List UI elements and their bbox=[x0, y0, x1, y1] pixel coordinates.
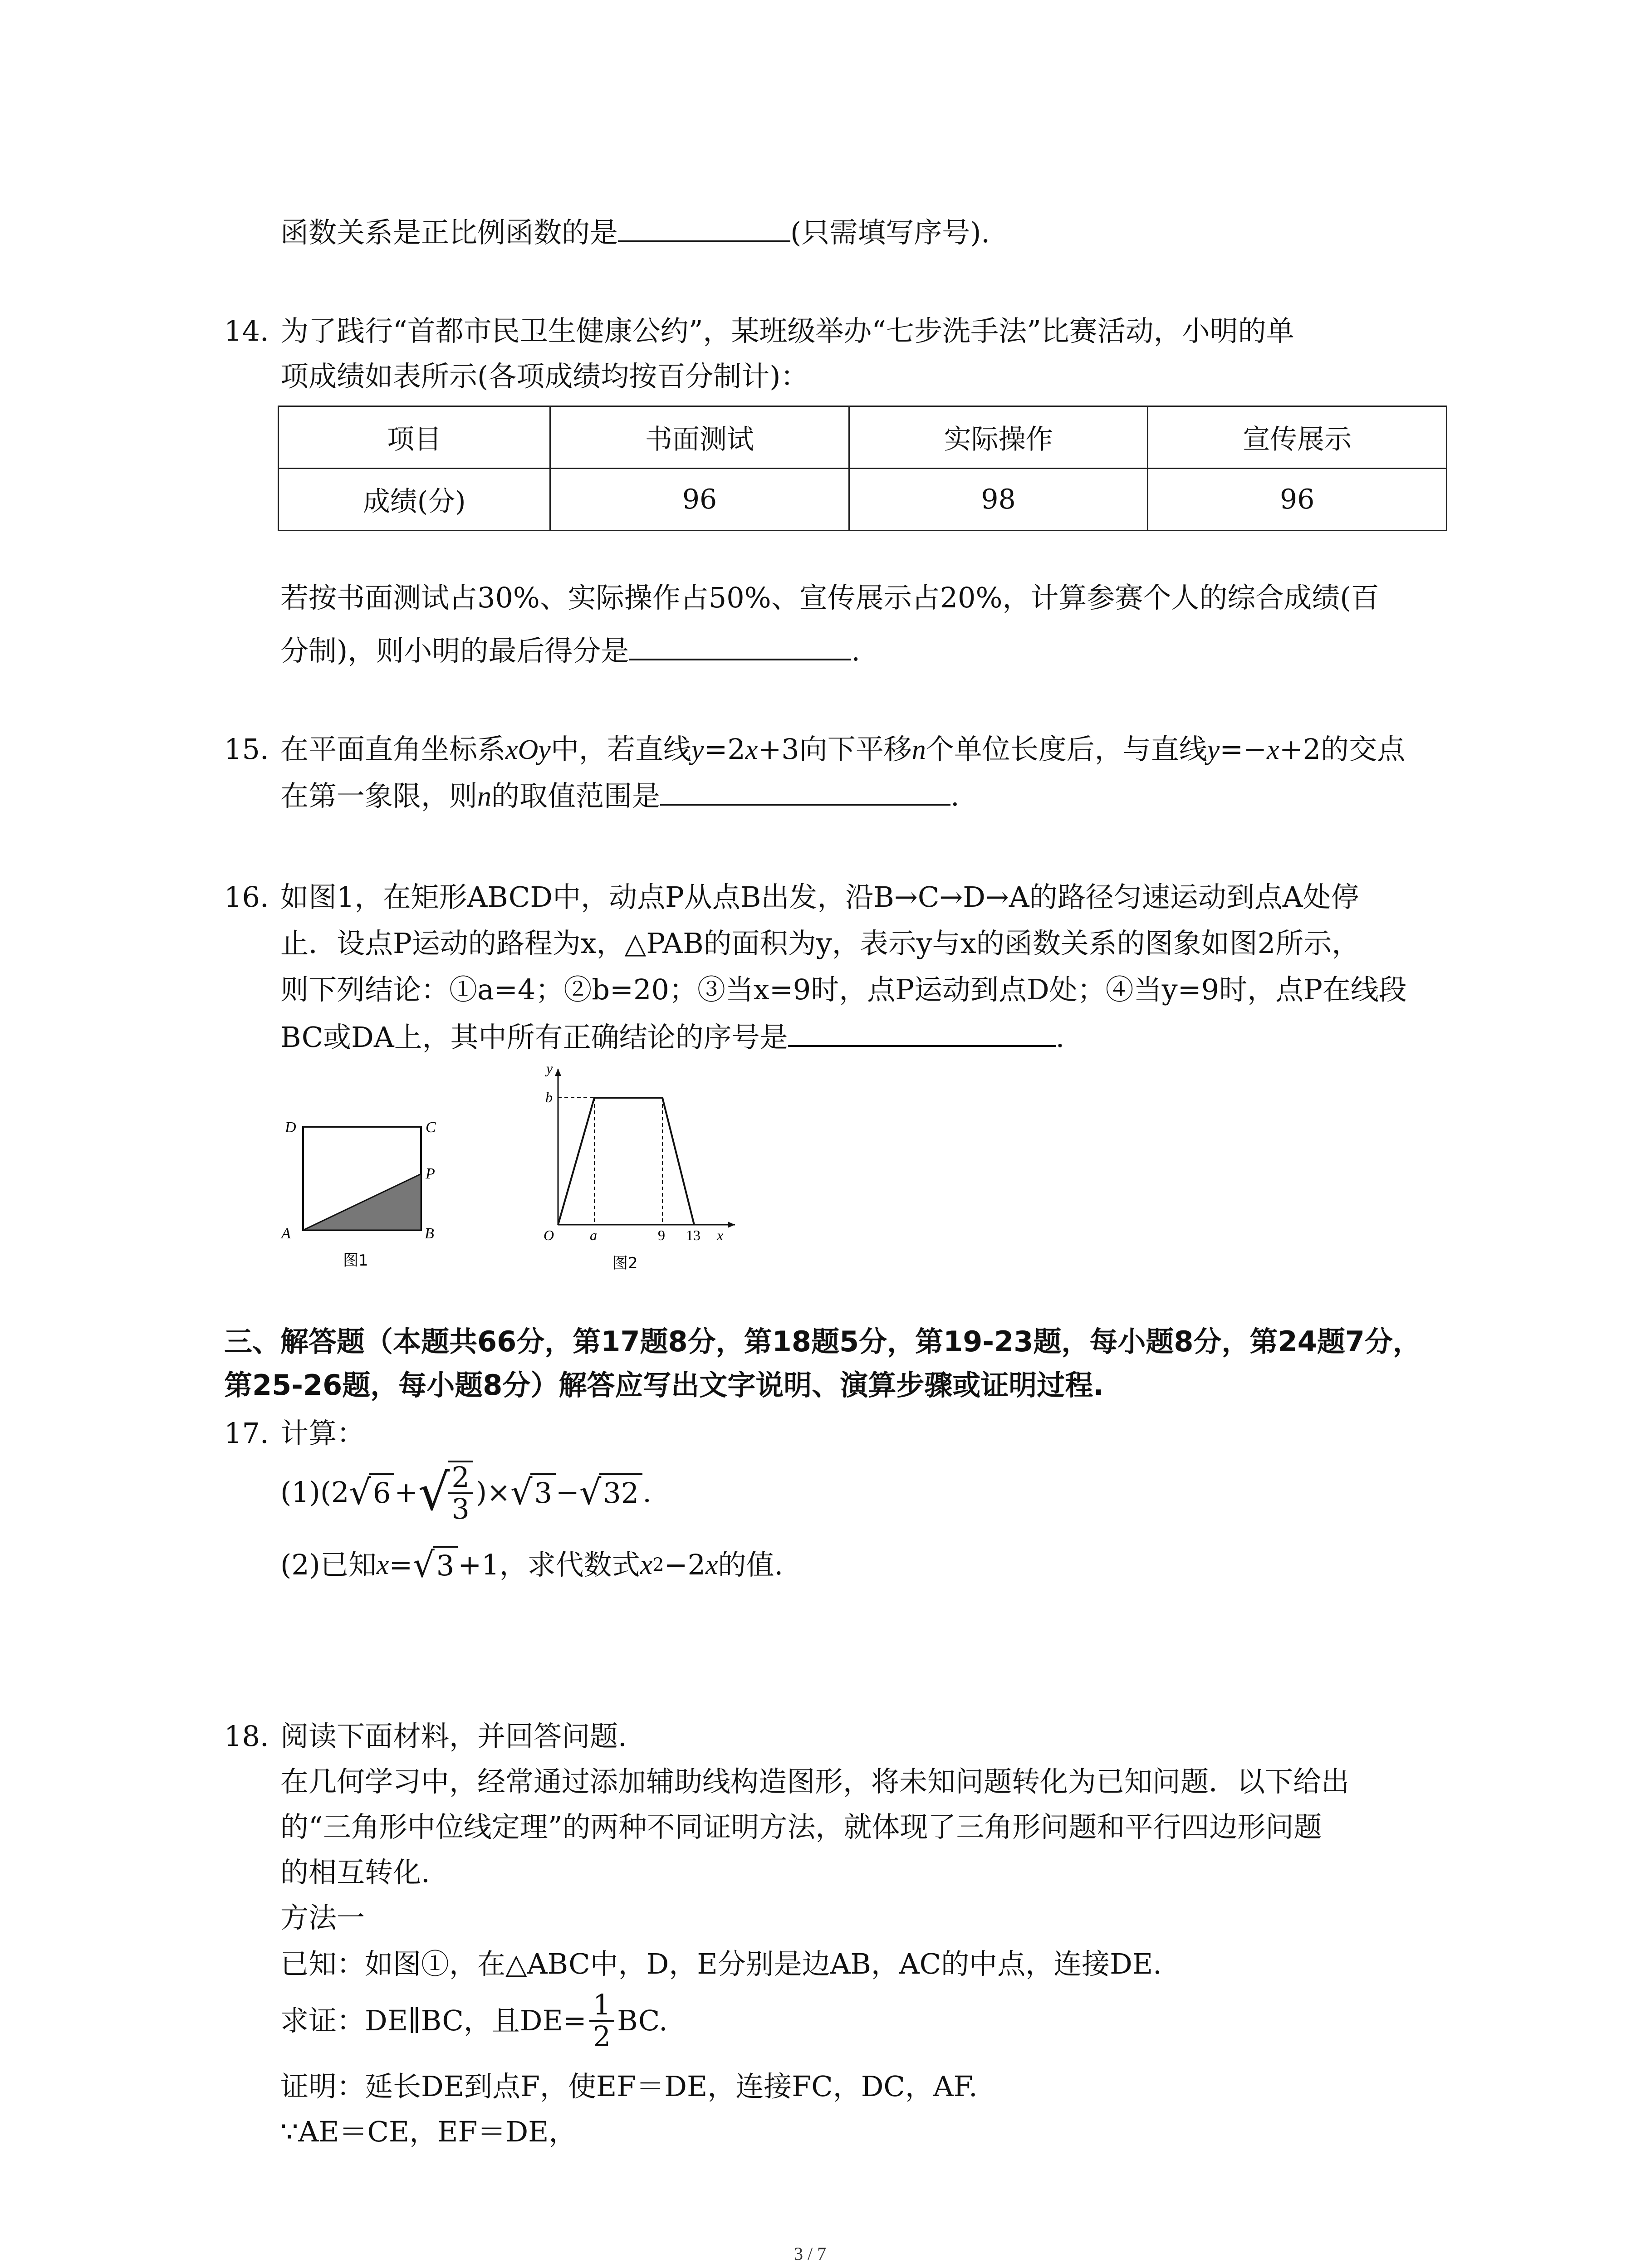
q14-line2: 项成绩如表所示(各项成绩均按百分制计)： bbox=[280, 360, 809, 393]
table-header-cell: 项目 bbox=[279, 406, 550, 469]
q18-line3: 的“三角形中位线定理”的两种不同证明方法，就体现了三角形问题和平行四边形问题 bbox=[280, 1810, 1322, 1843]
label-b: b bbox=[545, 1089, 553, 1105]
math-text: + bbox=[394, 1476, 418, 1509]
q18-line8: 证明：延长DE到点F，使EF＝DE，连接FC，DC，AF. bbox=[280, 2070, 978, 2103]
q16-line2: 止．设点P运动的路程为x，△PAB的面积为y，表示y与x的函数关系的图象如图2所示， bbox=[280, 927, 1360, 960]
figure-2-graph bbox=[535, 1057, 749, 1284]
answer-blank[interactable] bbox=[660, 777, 950, 806]
label-origin: O bbox=[544, 1227, 554, 1243]
math-var: xOy bbox=[505, 734, 551, 765]
q15-text: 中，若直线 bbox=[550, 733, 691, 766]
q15-line1 bbox=[280, 731, 1405, 768]
q15-text: =2 bbox=[704, 733, 745, 766]
figure-1-rectangle bbox=[272, 1107, 463, 1279]
math-text: 的值. bbox=[718, 1548, 784, 1581]
q18-line5: 方法一 bbox=[280, 1901, 365, 1934]
math-var: n bbox=[477, 781, 492, 812]
score-table bbox=[278, 406, 1447, 531]
math-var: x bbox=[376, 1549, 389, 1580]
math-text: (1)(2 bbox=[280, 1476, 349, 1509]
sqrt-symbol: √ bbox=[418, 1463, 450, 1521]
q16-line4-wrap bbox=[280, 1018, 1064, 1056]
fraction-denominator: 3 bbox=[451, 1492, 470, 1525]
table-header-cell: 实际操作 bbox=[849, 406, 1148, 469]
math-var: n bbox=[911, 734, 926, 765]
q14-line1: 为了践行“首都市民卫生健康公约”，某班级举办“七步洗手法”比赛活动，小明的单 bbox=[280, 314, 1294, 347]
math-text: +1，求代数式 bbox=[458, 1548, 640, 1581]
q14-line4-wrap bbox=[280, 631, 860, 669]
tick-13: 13 bbox=[686, 1227, 700, 1243]
q15-text: +2的交点 bbox=[1279, 733, 1406, 766]
q15-text: . bbox=[950, 779, 960, 812]
q18-line4: 的相互转化. bbox=[280, 1856, 430, 1889]
exponent: 2 bbox=[652, 1554, 664, 1575]
answer-blank[interactable] bbox=[618, 213, 790, 242]
label-a: a bbox=[590, 1227, 597, 1243]
section-3-line1: 三、解答题（本题共66分，第17题8分，第18题5分，第19-23题，每小题8分，第24题7分， bbox=[224, 1325, 1421, 1358]
math-var: x bbox=[1267, 734, 1279, 765]
q15-line2 bbox=[280, 777, 960, 815]
q18-line1: 阅读下面材料，并回答问题. bbox=[280, 1720, 627, 1753]
q15-text: 个单位长度后，与直线 bbox=[926, 733, 1207, 766]
radicand: 3 bbox=[433, 1546, 458, 1584]
q13-tail-note: (只需填写序号). bbox=[790, 216, 990, 249]
label-D: D bbox=[285, 1119, 296, 1136]
answer-blank[interactable] bbox=[788, 1018, 1056, 1047]
math-text: )× bbox=[475, 1476, 510, 1509]
q15-text: +3向下平移 bbox=[758, 733, 912, 766]
q16-number: 16. bbox=[224, 880, 269, 914]
fraction-numerator: 2 bbox=[448, 1462, 473, 1494]
math-var: x bbox=[745, 734, 758, 765]
radicand: 3 bbox=[530, 1473, 555, 1511]
q14-line3: 若按书面测试占30%、实际操作占50%、宣传展示占20%，计算参赛个人的综合成绩(百 bbox=[280, 581, 1379, 614]
label-P: P bbox=[426, 1165, 435, 1182]
label-A: A bbox=[281, 1225, 291, 1242]
tick-9: 9 bbox=[658, 1227, 665, 1243]
label-C: C bbox=[426, 1119, 436, 1136]
fraction-denominator: 2 bbox=[593, 2020, 611, 2053]
math-var: y bbox=[1207, 734, 1220, 765]
math-var: x bbox=[705, 1549, 718, 1580]
math-text: 求证：DE∥BC，且DE= bbox=[280, 2004, 587, 2037]
table-cell: 96 bbox=[550, 469, 849, 531]
table-cell: 成绩(分) bbox=[279, 469, 550, 531]
math-var: y bbox=[691, 734, 704, 765]
figure-2-caption: 图2 bbox=[612, 1254, 638, 1272]
math-text: = bbox=[389, 1548, 413, 1581]
q18-number: 18. bbox=[224, 1720, 269, 1753]
math-text: − bbox=[555, 1476, 579, 1509]
page-number: 3 / 7 bbox=[794, 2244, 827, 2264]
q16-line3: 则下列结论：①a=4；②b=20；③当x=9时，点P运动到点D处；④当y=9时，点P在线段 bbox=[280, 973, 1407, 1006]
q16-line4-end: . bbox=[1055, 1021, 1065, 1054]
fraction bbox=[448, 1461, 473, 1524]
math-text: −2 bbox=[664, 1548, 705, 1581]
math-text: . bbox=[642, 1476, 652, 1509]
answer-blank[interactable] bbox=[629, 631, 851, 660]
math-text: (2)已知 bbox=[280, 1548, 377, 1581]
q18-line6: 已知：如图①，在△ABC中，D，E分别是边AB，AC的中点，连接DE. bbox=[280, 1947, 1162, 1980]
q17-part2 bbox=[280, 1542, 783, 1588]
q15-text: 在平面直角坐标系 bbox=[280, 733, 506, 766]
sqrt-symbol: √ bbox=[349, 1472, 371, 1512]
q16-line4: BC或DA上，其中所有正确结论的序号是 bbox=[280, 1021, 788, 1054]
q15-text: 在第一象限，则 bbox=[280, 779, 478, 812]
sqrt-symbol: √ bbox=[412, 1545, 435, 1585]
table-header-cell: 书面测试 bbox=[550, 406, 849, 469]
math-text: BC. bbox=[617, 2004, 668, 2037]
radicand: 6 bbox=[369, 1473, 394, 1511]
q17-title: 计算： bbox=[280, 1417, 365, 1450]
q14-number: 14. bbox=[224, 314, 269, 347]
q17-part1 bbox=[280, 1458, 652, 1526]
q18-line7 bbox=[280, 1987, 668, 2055]
table-cell: 98 bbox=[849, 469, 1148, 531]
radicand: 32 bbox=[599, 1473, 642, 1511]
sqrt-symbol: √ bbox=[579, 1472, 602, 1512]
table-row bbox=[279, 469, 1447, 531]
label-B: B bbox=[425, 1225, 434, 1242]
sqrt-symbol: √ bbox=[510, 1472, 533, 1512]
q18-line2: 在几何学习中，经常通过添加辅助线构造图形，将未知问题转化为已知问题．以下给出 bbox=[280, 1765, 1350, 1798]
section-3-line2: 第25-26题，每小题8分）解答应写出文字说明、演算步骤或证明过程. bbox=[224, 1369, 1104, 1402]
table-cell: 96 bbox=[1148, 469, 1447, 531]
q14-line4: 分制)，则小明的最后得分是 bbox=[280, 634, 629, 667]
q15-text: 的取值范围是 bbox=[491, 779, 661, 812]
axis-label-x: x bbox=[717, 1227, 724, 1243]
fraction bbox=[589, 1990, 614, 2052]
axis-label-y: y bbox=[546, 1060, 553, 1076]
q16-line1: 如图1，在矩形ABCD中，动点P从点B出发，沿B→C→D→A的路径匀速运动到点A处停 bbox=[280, 880, 1359, 914]
figure-1-caption: 图1 bbox=[343, 1251, 368, 1270]
table-header-row bbox=[279, 406, 1447, 469]
math-var: x bbox=[640, 1549, 653, 1580]
fraction-numerator: 1 bbox=[589, 1990, 614, 2022]
q17-number: 17. bbox=[224, 1417, 269, 1450]
q14-line4-end: . bbox=[851, 634, 860, 667]
q15-number: 15. bbox=[224, 733, 269, 766]
q18-line9: ∵AE＝CE，EF＝DE， bbox=[280, 2115, 577, 2148]
q15-text: =− bbox=[1220, 733, 1267, 766]
q13-tail-line bbox=[280, 213, 990, 251]
q13-tail-text: 函数关系是正比例函数的是 bbox=[280, 216, 618, 249]
table-header-cell: 宣传展示 bbox=[1148, 406, 1447, 469]
